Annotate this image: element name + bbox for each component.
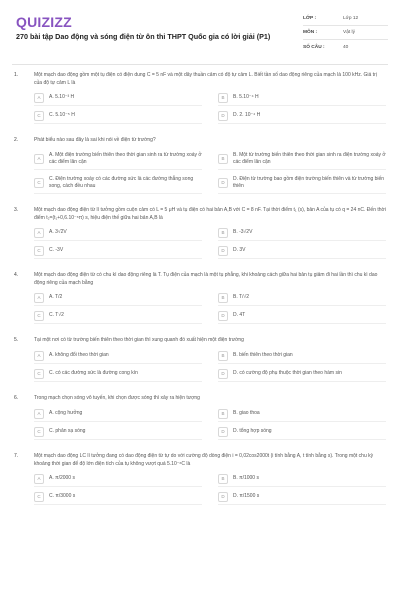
- answer-option-b[interactable]: [218, 150, 386, 170]
- option-text: B. biến thiên theo thời gian: [233, 352, 293, 358]
- answer-options: [34, 150, 386, 198]
- answer-option-a[interactable]: [34, 350, 202, 364]
- question-item: [0, 72, 400, 128]
- question-item: [0, 207, 400, 263]
- option-letter: C: [34, 369, 44, 379]
- option-letter: D: [218, 492, 228, 502]
- option-letter: B: [218, 409, 228, 419]
- option-letter: C: [34, 427, 44, 437]
- option-text: D. Điện từ trường bao gồm điện trường biến thiên và từ trường biến thiên: [233, 175, 385, 189]
- answer-option-a[interactable]: [34, 227, 202, 241]
- option-text: C. phản xạ sóng: [49, 428, 86, 434]
- option-letter: D: [218, 427, 228, 437]
- option-text: A. T/2: [49, 294, 63, 300]
- answer-options: [34, 350, 386, 386]
- option-letter: D: [218, 311, 228, 321]
- option-letter: C: [34, 311, 44, 321]
- option-text: A. 3√2V: [49, 229, 67, 235]
- option-letter: B: [218, 228, 228, 238]
- option-text: C. T√2: [49, 312, 64, 318]
- question-item: [0, 137, 400, 198]
- answer-option-a[interactable]: [34, 408, 202, 422]
- option-text: A. Một điện trường biến thiên theo thời gian sinh ra từ trường xoáy ở các điểm lân cận: [49, 151, 202, 165]
- option-text: B. π/1000 s: [233, 475, 259, 481]
- option-text: B. 5.10⁻⁴ H: [233, 94, 259, 100]
- question-text: Trong mạch chọn sóng vô tuyến, khi chọn được sóng thì xảy ra hiện tượng: [34, 395, 200, 401]
- meta-key: MÔN :: [303, 30, 318, 35]
- meta-key: LỚP :: [303, 16, 317, 21]
- option-letter: D: [218, 369, 228, 379]
- answer-options: [34, 227, 386, 263]
- question-text: Một mạch dao động LC lí tưởng đang có dao động điện từ tự do với cường độ dòng điện i = 0,02cos2000t (i tính bằng A, t tính bằng s). Trong một chu kỳ khoảng thời gian để độ lớn điện tích của tụ không vượt quá 5.10⁻⁶C là: [34, 453, 374, 467]
- option-text: B. Một từ trường biến thiên theo thời gian sinh ra điện trường xoáy ở các điểm lân cận: [233, 151, 386, 165]
- question-item: [0, 395, 400, 444]
- answer-option-d[interactable]: [218, 426, 386, 440]
- question-list: [0, 72, 400, 518]
- option-text: C. -3V: [49, 247, 64, 253]
- question-number: 7.: [14, 453, 19, 459]
- answer-option-a[interactable]: [34, 92, 202, 106]
- header-divider: [12, 64, 388, 65]
- answer-option-d[interactable]: [218, 368, 386, 382]
- option-letter: D: [218, 111, 228, 121]
- answer-options: [34, 92, 386, 128]
- answer-option-b[interactable]: [218, 292, 386, 306]
- answer-option-c[interactable]: [34, 426, 202, 440]
- option-letter: A: [34, 474, 44, 484]
- meta-info: [303, 12, 388, 54]
- option-letter: B: [218, 154, 228, 164]
- answer-option-d[interactable]: [218, 110, 386, 124]
- meta-row-subject: [303, 26, 388, 40]
- answer-option-d[interactable]: [218, 174, 386, 194]
- answer-option-c[interactable]: [34, 310, 202, 324]
- meta-row-count: [303, 40, 388, 54]
- question-number: 6.: [14, 395, 19, 401]
- option-text: C. π/3000 s: [49, 493, 76, 499]
- answer-option-b[interactable]: [218, 350, 386, 364]
- answer-options: [34, 408, 386, 444]
- question-text: Một mạch dao động gồm một tụ điện có điện dung C = 5 nF và một dây thuần cảm có độ tự cảm L. Biết tần số dao động riêng của mạch là 100 kHz. Giá trị của độ tự cảm L là: [34, 72, 377, 86]
- question-text: Một mạch dao động điện từ có chu kì dao động riêng là T. Tụ điện của mạch là một tụ phẳng, khi khoảng cách giữa hai bản tụ giảm đi hai lần thì chu kì dao động riêng của mạch bằng: [34, 272, 378, 286]
- meta-value: Lớp 12: [343, 16, 359, 21]
- option-text: D. 4T: [233, 312, 246, 318]
- answer-option-b[interactable]: [218, 227, 386, 241]
- option-text: A. không đổi theo thời gian: [49, 352, 109, 358]
- option-letter: C: [34, 111, 44, 121]
- meta-key: SỐ CÂU :: [303, 44, 325, 50]
- option-text: C. có các đường sức là đường cong kín: [49, 370, 138, 376]
- answer-option-b[interactable]: [218, 473, 386, 487]
- option-letter: C: [34, 246, 44, 256]
- answer-option-d[interactable]: [218, 245, 386, 259]
- meta-value: Vật lý: [343, 30, 355, 35]
- page-header: [0, 0, 400, 62]
- question-text: Một mạch dao động điện từ lí tưởng gồm cuộn cảm có L = 5 μH và tụ điện có hai bản A,B với C = 8 nF. Tại thời điểm t₁ (s), bản A của tụ có q = 24 nC. Đến thời điểm t₂=(t₁+0,6.10⁻⁶π) s, hiệu điện thế giữa hai bản A,B là: [34, 207, 386, 221]
- answer-option-d[interactable]: [218, 491, 386, 505]
- answer-option-c[interactable]: [34, 245, 202, 259]
- question-number: 5.: [14, 337, 19, 343]
- option-text: C. Điện trường xoáy có các đường sức là các đường thẳng song song, cách đều nhau: [49, 175, 194, 189]
- option-text: A. cộng hưởng: [49, 410, 83, 416]
- meta-row-class: [303, 12, 388, 26]
- option-letter: A: [34, 293, 44, 303]
- option-letter: B: [218, 293, 228, 303]
- option-text: D. có cường độ phụ thuộc thời gian theo hàm sin: [233, 370, 342, 376]
- quizizz-logo: QUIZIZZ: [16, 14, 72, 30]
- answer-option-b[interactable]: [218, 92, 386, 106]
- option-text: D. 3V: [233, 247, 246, 253]
- option-letter: A: [34, 228, 44, 238]
- option-text: D. 2. 10⁻⁴ H: [233, 112, 261, 118]
- option-letter: A: [34, 93, 44, 103]
- option-letter: A: [34, 154, 44, 164]
- option-text: D. tổng hợp sóng: [233, 428, 272, 434]
- answer-option-a[interactable]: [34, 150, 202, 170]
- question-number: 2.: [14, 137, 19, 143]
- option-letter: A: [34, 409, 44, 419]
- question-number: 4.: [14, 272, 19, 278]
- option-letter: C: [34, 178, 44, 188]
- option-letter: A: [34, 351, 44, 361]
- answer-options: [34, 292, 386, 328]
- question-item: [0, 337, 400, 386]
- option-letter: B: [218, 474, 228, 484]
- answer-option-c[interactable]: [34, 368, 202, 382]
- meta-value: 40: [343, 44, 349, 50]
- question-number: 3.: [14, 207, 19, 213]
- option-text: B. T/√2: [233, 294, 249, 300]
- answer-option-d[interactable]: [218, 310, 386, 324]
- question-number: 1.: [14, 72, 19, 78]
- document-title: 270 bài tập Dao động và sóng điện từ ôn thi THPT Quốc gia có lời giải (P1): [16, 32, 271, 41]
- answer-option-b[interactable]: [218, 408, 386, 422]
- answer-option-c[interactable]: [34, 110, 202, 124]
- answer-option-a[interactable]: [34, 292, 202, 306]
- question-text: Phát biểu nào sau đây là sai khi nói về điện từ trường?: [34, 137, 156, 143]
- option-letter: D: [218, 246, 228, 256]
- option-text: C. 5.10⁻⁵ H: [49, 112, 75, 118]
- answer-option-c[interactable]: [34, 174, 202, 194]
- answer-options: [34, 473, 386, 509]
- question-item: [0, 272, 400, 328]
- answer-option-c[interactable]: [34, 491, 202, 505]
- question-item: [0, 453, 400, 509]
- option-letter: C: [34, 492, 44, 502]
- option-text: A. 5.10⁻³ H: [49, 94, 75, 100]
- option-text: B. -3√2V: [233, 229, 253, 235]
- option-letter: D: [218, 178, 228, 188]
- option-text: D. π/1500 s: [233, 493, 260, 499]
- option-text: A. π/2000 s: [49, 475, 75, 481]
- answer-option-a[interactable]: [34, 473, 202, 487]
- option-letter: B: [218, 351, 228, 361]
- option-letter: B: [218, 93, 228, 103]
- option-text: B. giao thoa: [233, 410, 260, 416]
- question-text: Tại một nơi có từ trường biến thiên theo thời gian thì xung quanh đó xuất hiện một điện trường: [34, 337, 244, 343]
